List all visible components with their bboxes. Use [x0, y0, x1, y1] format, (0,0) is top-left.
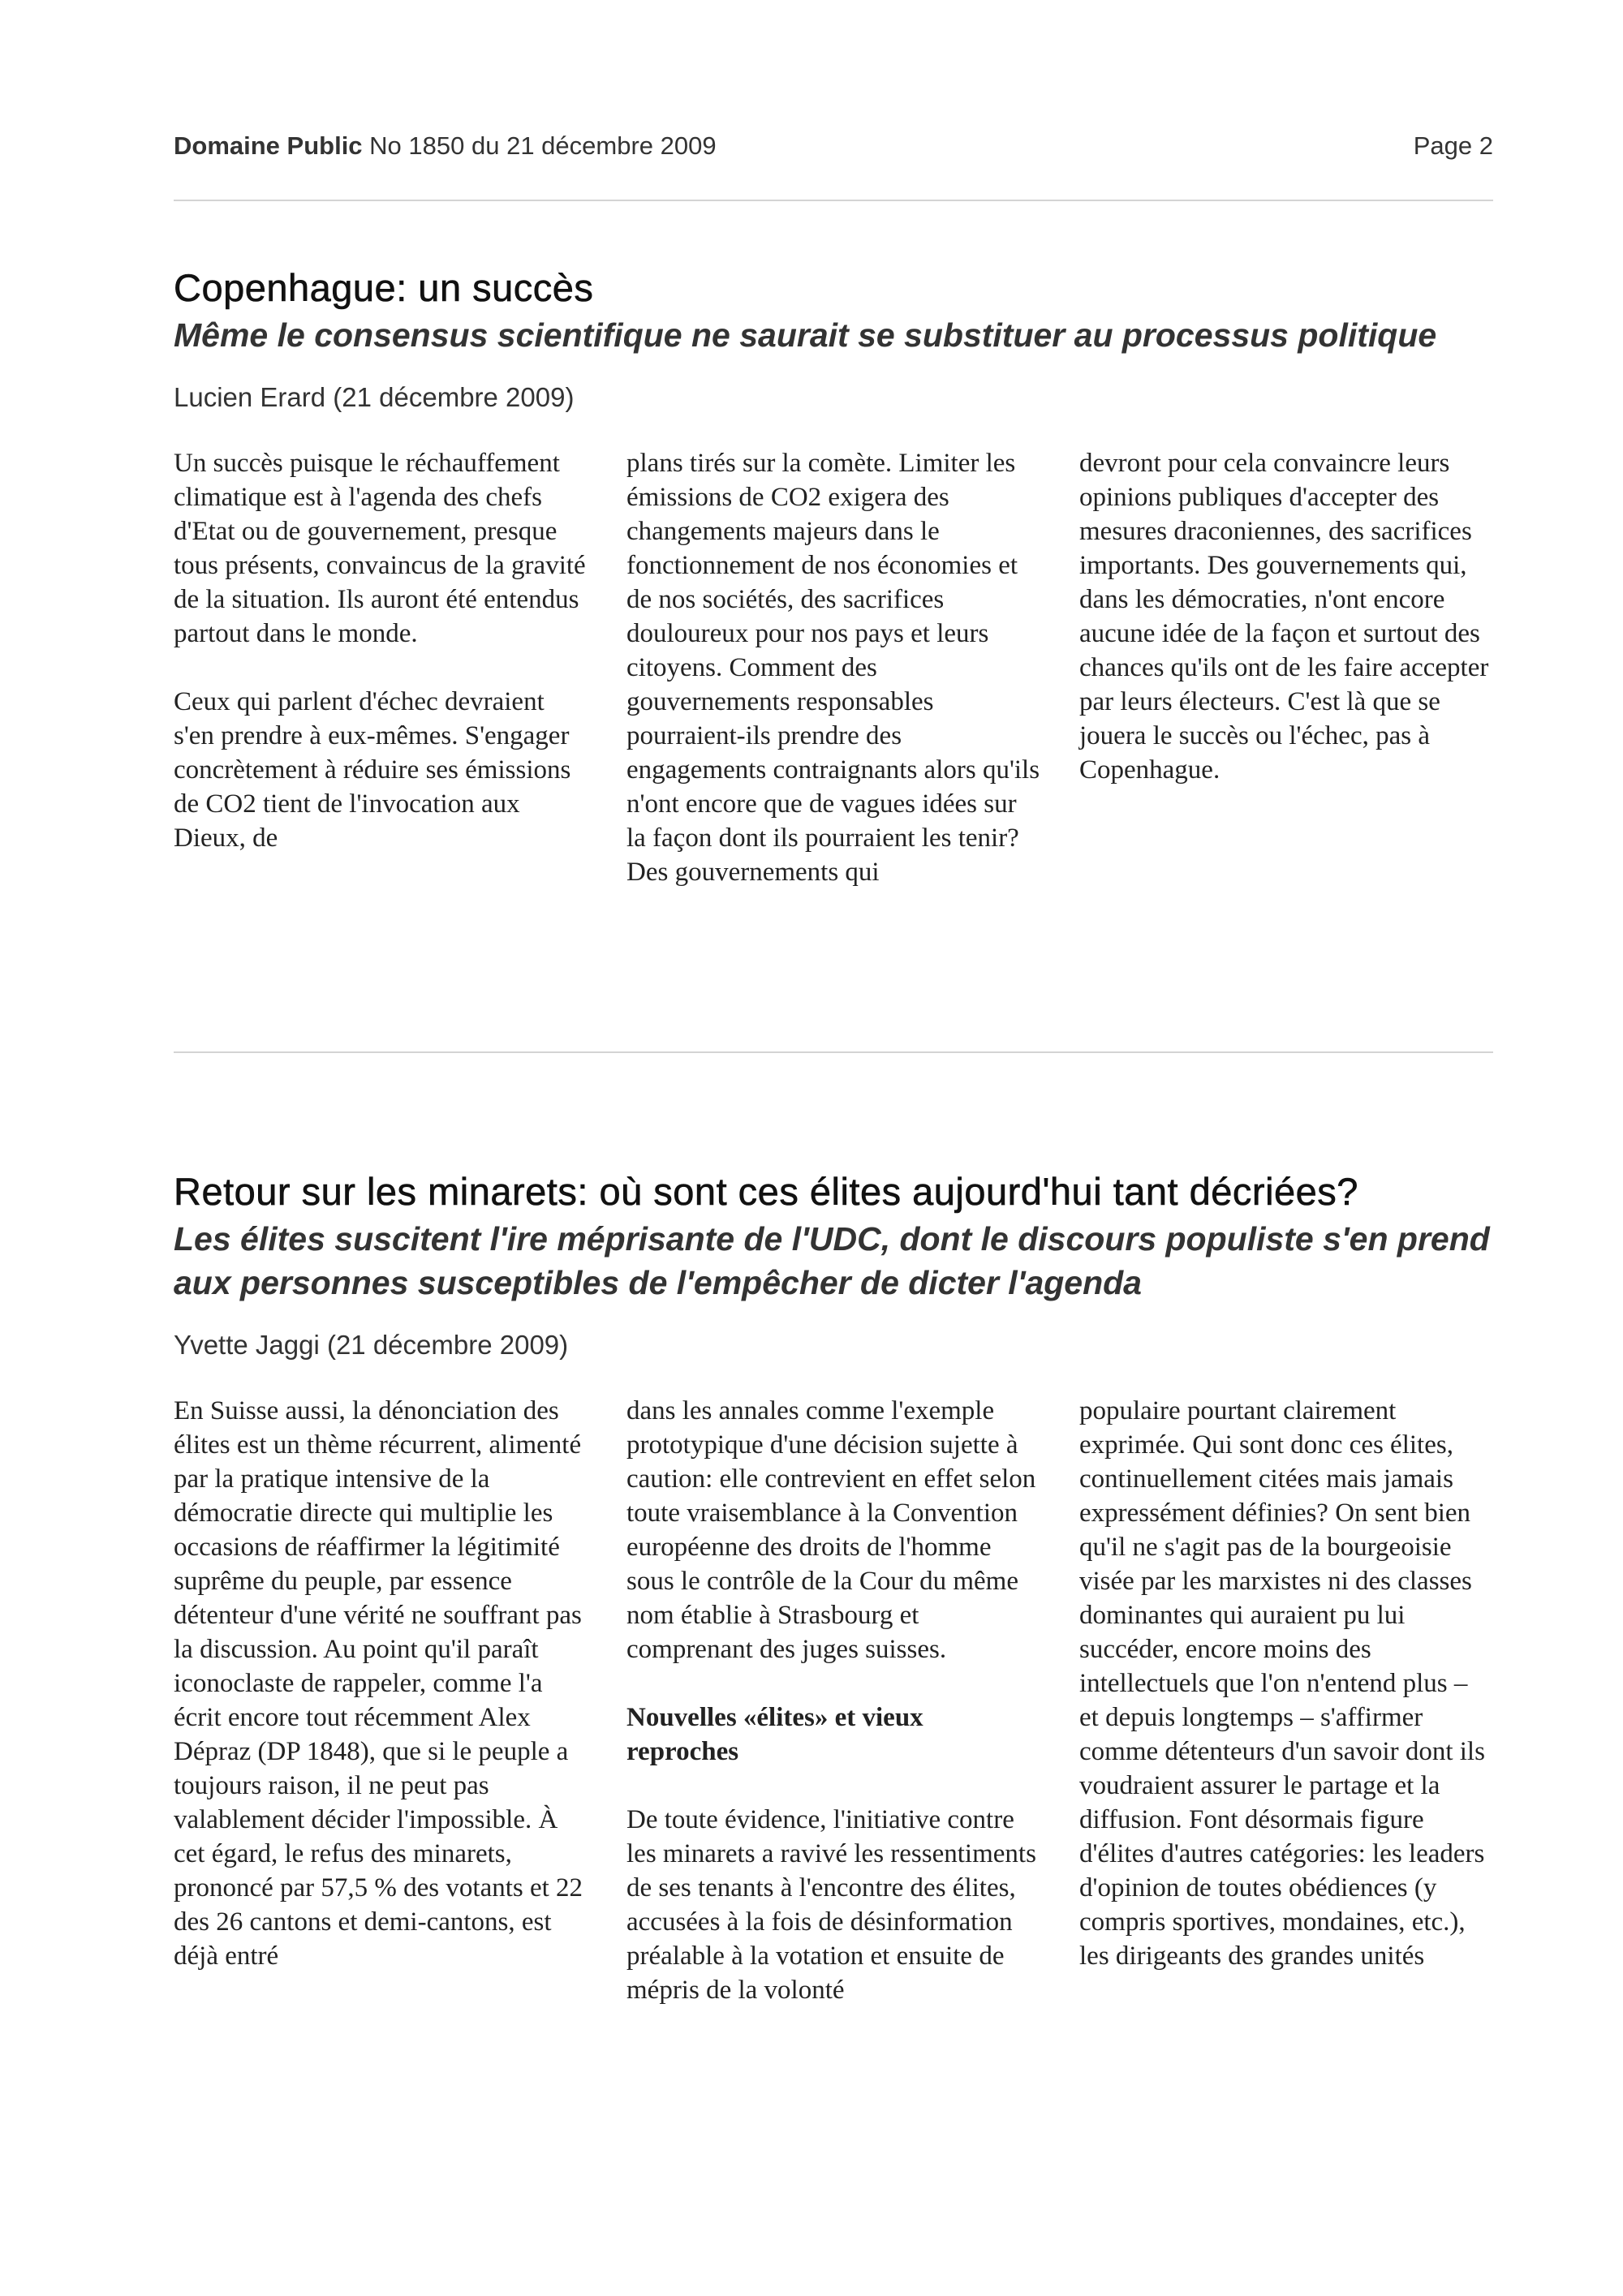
column-1 [174, 446, 588, 889]
column-3 [1079, 1394, 1493, 2007]
article-columns [174, 446, 1493, 889]
column-2 [626, 446, 1040, 889]
article-copenhague [174, 264, 1493, 889]
paragraph: Un succès puisque le réchauffement climatique est à l'agenda des chefs d'Etat ou de gouvernement, presque tous présents, convaincus de la gravité de la situation. Ils auront été entendus partout dans le monde. [174, 449, 586, 648]
section-heading: Nouvelles «élites» et vieux reproches [626, 1703, 923, 1766]
page-number: Page 2 [1413, 131, 1493, 160]
issue-line [174, 131, 717, 161]
paragraph: devront pour cela convaincre leurs opinions publiques d'accepter des mesures draconiennes, des sacrifices importants. Des gouvernements qui, dans les démocraties, n'ont encore aucune idée de la façon et surtout des chances qu'ils ont de les faire accepter par leurs électeurs. C'est là que se jouera le succès ou l'échec, pas à Copenhague. [1079, 449, 1489, 785]
article-title: Copenhague: un succès [174, 266, 594, 309]
article-subtitle: Les élites suscitent l'ire méprisante de l'UDC, dont le discours populiste s'en prend aux personnes susceptibles de l'empêcher de dicter l'agenda [174, 1220, 1490, 1301]
article-byline: Lucien Erard (21 décembre 2009) [174, 382, 575, 412]
header-divider [174, 200, 1493, 201]
column-1 [174, 1394, 588, 2007]
paragraph: plans tirés sur la comète. Limiter les émissions de CO2 exigera des changements majeurs dans le fonctionnement de nos économies et de nos sociétés, des sacrifices douloureux pour nos pays et leurs citoyens. Comment des gouvernements responsables pourraient-ils prendre des engagements contraignants alors qu'ils n'ont encore que de vagues idées sur la façon dont ils pourraient les tenir? Des gouvernements qui [626, 449, 1040, 887]
article-title: Retour sur les minarets: où sont ces élites aujourd'hui tant décriées? [174, 1170, 1358, 1213]
page-header [174, 131, 1493, 161]
paragraph: populaire pourtant clairement exprimée. Qui sont donc ces élites, continuellement citées mais jamais expressément définies? On sent bien qu'il ne s'agit pas de la bourgeoisie visée par les marxistes ni des classes dominantes qui auraient pu lui succéder, encore moins des intellectuels que l'on n'entend plus – et depuis longtemps – s'affirmer comme détenteurs d'un savoir dont ils voudraient assurer le partage et la diffusion. Font désormais figure d'élites d'autres catégories: les leaders d'opinion de toutes obédiences (y compris sportives, mondaines, etc.), les dirigeants des grandes unités [1079, 1396, 1485, 1971]
article-divider [174, 1051, 1493, 1053]
article-subtitle: Même le consensus scientifique ne saurait se substituer au processus politique [174, 316, 1437, 354]
publication-name: Domaine Public [174, 131, 363, 160]
paragraph: Ceux qui parlent d'échec devraient s'en prendre à eux-mêmes. S'engager concrètement à réduire ses émissions de CO2 tient de l'invocation aux Dieux, de [174, 687, 571, 853]
column-2 [626, 1394, 1040, 2007]
paragraph: dans les annales comme l'exemple prototypique d'une décision sujette à caution: elle contrevient en effet selon toute vraisemblance à la Convention européenne des droits de l'homme sous le contrôle de la Cour du même nom établie à Strasbourg et comprenant des juges suisses. [626, 1396, 1036, 1664]
paragraph: De toute évidence, l'initiative contre les minarets a ravivé les ressentiments de ses tenants à l'encontre des élites, accusées à la fois de désinformation préalable à la votation et ensuite de mépris de la volonté [626, 1805, 1036, 2005]
article-columns [174, 1394, 1493, 2007]
column-3 [1079, 446, 1493, 889]
article-byline: Yvette Jaggi (21 décembre 2009) [174, 1330, 569, 1360]
paragraph: En Suisse aussi, la dénonciation des élites est un thème récurrent, alimenté par la pratique intensive de la démocratie directe qui multiplie les occasions de réaffirmer la légitimité suprême du peuple, par essence détenteur d'une vérité ne souffrant pas la discussion. Au point qu'il paraît iconoclaste de rappeler, comme l'a écrit encore tout récemment Alex Dépraz (DP 1848), que si le peuple a toujours raison, il ne peut pas valablement décider l'impossible. À cet égard, le refus des minarets, prononcé par 57,5 % des votants et 22 des 26 cantons et demi-cantons, est déjà entré [174, 1396, 583, 1971]
issue-info: No 1850 du 21 décembre 2009 [369, 131, 717, 160]
article-minarets [174, 1168, 1493, 2007]
